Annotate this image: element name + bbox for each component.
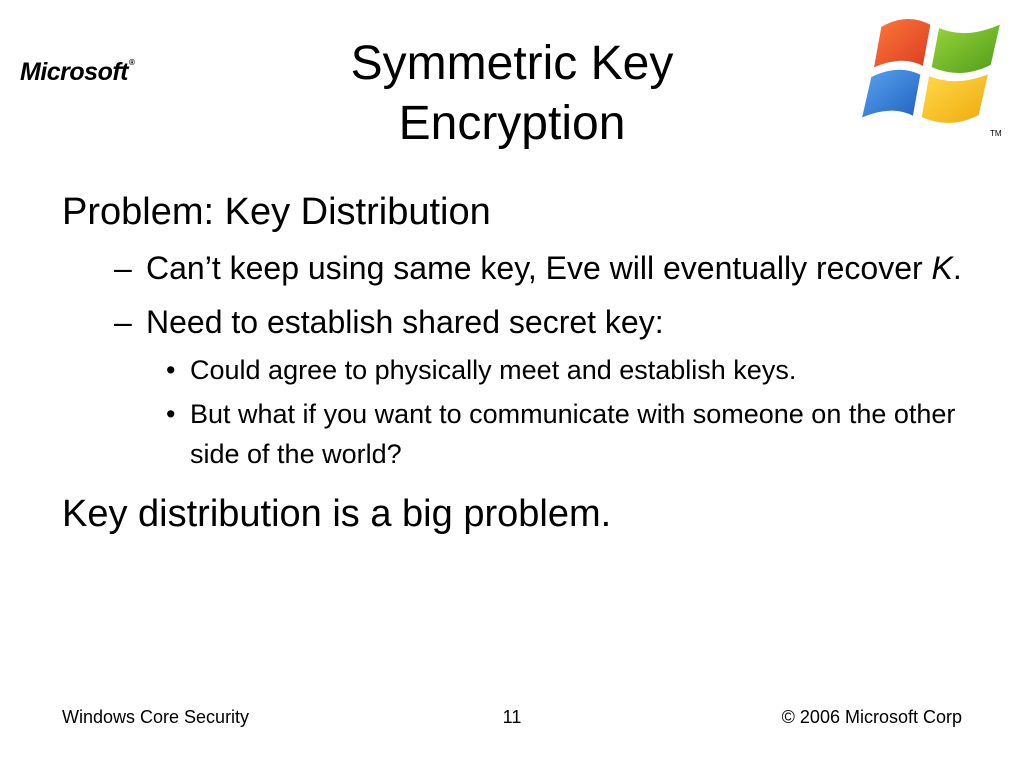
key-variable: K [931, 250, 953, 286]
title-line-2: Encryption [398, 97, 626, 150]
dash-marker: – [114, 304, 132, 340]
trademark-mark: TM [990, 129, 1002, 138]
flag-green-pane [930, 22, 1002, 75]
registered-mark: ® [129, 58, 135, 67]
flag-red-pane [872, 18, 932, 71]
dash-marker: – [114, 250, 132, 286]
footer-copyright: © 2006 Microsoft Corp [781, 707, 962, 727]
page-number: 11 [502, 707, 522, 727]
bullet-text: Could agree to physically meet and establish keys. [190, 355, 797, 385]
bullet-text-end: . [952, 250, 962, 286]
bullet-level2-reuse-key [62, 244, 982, 292]
flag-blue-pane [860, 68, 922, 120]
bullet-level3-far-away [62, 394, 982, 474]
bullet-text: But what if you want to communicate with someone on the other side of the world? [190, 399, 956, 469]
title-line-1: Symmetric Key [350, 37, 674, 90]
bullet-level1-conclusion: Key distribution is a big problem. [62, 493, 612, 535]
bullet-text: Need to establish shared secret key: [146, 304, 664, 340]
footer-left-text: Windows Core Security [62, 707, 250, 727]
windows-flag-icon [852, 4, 1020, 154]
bullet-marker: • [166, 399, 176, 429]
bullet-level3-meet [62, 350, 982, 390]
flag-yellow-pane [920, 72, 990, 125]
bullet-level1-problem: Problem: Key Distribution [62, 191, 491, 233]
bullet-text: Can’t keep using same key, Eve will eventually recover [146, 250, 932, 286]
bullet-level2-shared-secret [62, 298, 982, 346]
microsoft-logo-text: Microsoft [20, 58, 128, 86]
microsoft-logo [20, 58, 134, 87]
slide-title [262, 34, 762, 154]
bullet-marker: • [166, 355, 176, 385]
slide-body [62, 186, 982, 540]
